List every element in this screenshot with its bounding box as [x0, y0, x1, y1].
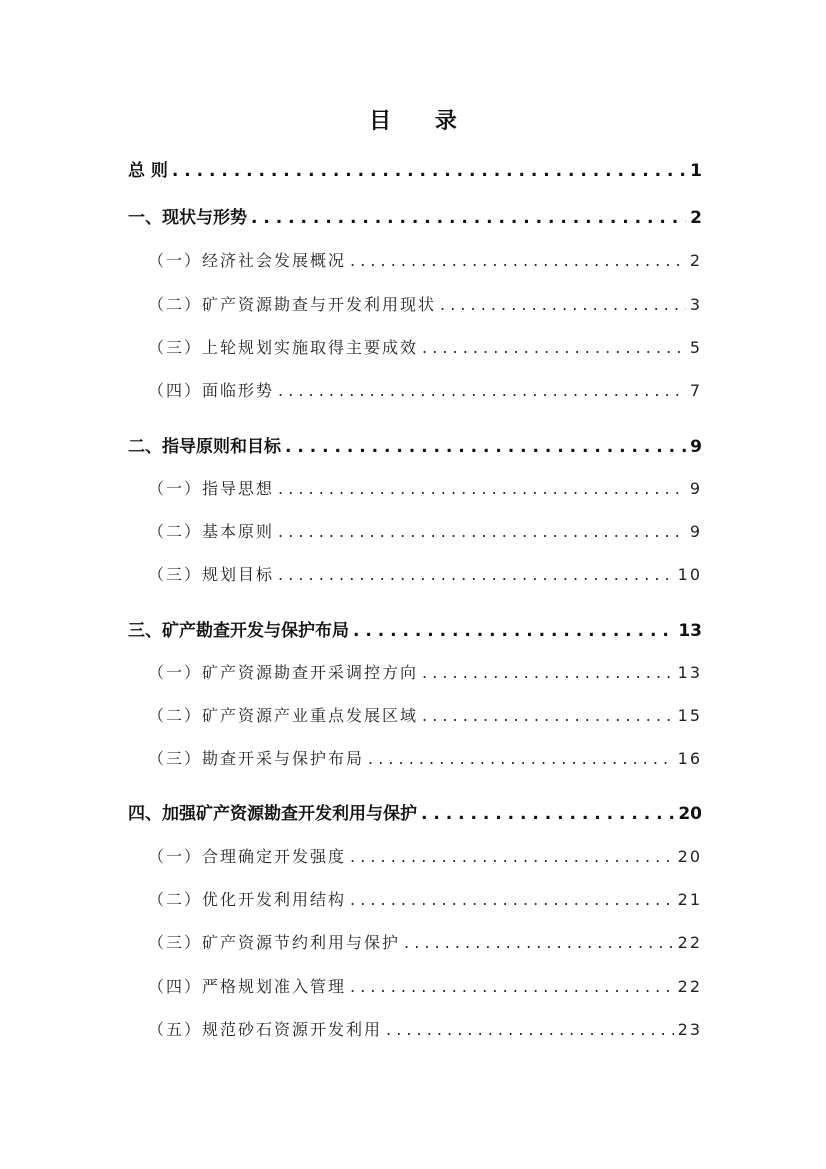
toc-leader-dots — [350, 251, 686, 270]
toc-leader-dots — [386, 1020, 674, 1039]
page-title: 目 录 — [369, 109, 475, 134]
toc-entry-page: 20 — [677, 847, 702, 866]
toc-entry-page: 13 — [677, 663, 702, 682]
toc-entry-label: （一）指导思想 — [148, 479, 275, 498]
toc-entry-page: 22 — [677, 977, 702, 996]
toc-entry-page: 16 — [677, 749, 702, 768]
toc-entry-page: 15 — [677, 706, 702, 725]
toc-leader-dots — [278, 381, 686, 400]
toc-entry[interactable] — [148, 1017, 702, 1040]
toc-leader-dots — [440, 295, 686, 314]
toc-entry[interactable] — [148, 930, 702, 953]
toc-leader-dots — [278, 522, 686, 541]
toc-entry-page: 9 — [689, 479, 702, 498]
toc-entry-page: 9 — [689, 522, 702, 541]
toc-entry[interactable] — [148, 703, 702, 726]
toc-entry-page: 9 — [690, 437, 702, 457]
toc-entry[interactable] — [148, 746, 702, 769]
toc-entry[interactable] — [128, 203, 702, 228]
toc-entry-label: （二）矿产资源产业重点发展区域 — [148, 706, 419, 725]
toc-entry-label: 一、现状与形势 — [128, 208, 247, 228]
toc-leader-dots — [251, 208, 686, 228]
toc-entry[interactable] — [148, 519, 702, 542]
toc-leader-dots — [278, 479, 686, 498]
toc-entry-label: （三）勘查开采与保护布局 — [148, 749, 365, 768]
toc-entry[interactable] — [128, 799, 702, 824]
toc-entry-label: （二）优化开发利用结构 — [148, 890, 347, 909]
toc-entry[interactable] — [128, 156, 702, 181]
toc-entry[interactable] — [128, 616, 702, 641]
toc-entry[interactable] — [148, 378, 702, 401]
toc-leader-dots — [368, 749, 674, 768]
toc-entry[interactable] — [148, 660, 702, 683]
toc-leader-dots — [172, 161, 686, 181]
toc-leader-dots — [422, 663, 674, 682]
toc-entry-label: 二、指导原则和目标 — [128, 437, 281, 457]
toc-entry-page: 2 — [690, 208, 702, 228]
toc-entry[interactable] — [148, 335, 702, 358]
toc-entry-label: （一）经济社会发展概况 — [148, 251, 347, 270]
toc-entry-page: 7 — [689, 381, 702, 400]
toc-leader-dots — [353, 621, 674, 641]
toc-entry-page: 21 — [677, 890, 702, 909]
toc-entry-label: 四、加强矿产资源勘查开发利用与保护 — [128, 804, 417, 824]
toc-entry-label: （二）矿产资源勘查与开发利用现状 — [148, 295, 437, 314]
toc-entry-page: 10 — [677, 565, 702, 584]
toc-entry[interactable] — [148, 887, 702, 910]
toc-entry-label: （三）上轮规划实施取得主要成效 — [148, 338, 419, 357]
toc-leader-dots — [350, 847, 674, 866]
toc-entry-page: 3 — [689, 295, 702, 314]
toc-entry[interactable] — [128, 432, 702, 457]
toc-leader-dots — [421, 804, 674, 824]
toc-entry-label: （四）严格规划准入管理 — [148, 977, 347, 996]
toc-entry-page: 20 — [678, 804, 702, 824]
toc-leader-dots — [422, 706, 674, 725]
toc-entry-page: 23 — [677, 1020, 702, 1039]
toc-entry-page: 22 — [677, 933, 702, 952]
toc-entry-page: 2 — [689, 251, 702, 270]
toc-entry[interactable] — [148, 844, 702, 867]
toc-entry[interactable] — [148, 476, 702, 499]
toc-leader-dots — [422, 338, 686, 357]
toc-entry-page: 5 — [689, 338, 702, 357]
toc-entry-label: 总 则 — [128, 161, 168, 181]
toc-entry-label: 三、矿产勘查开发与保护布局 — [128, 621, 349, 641]
toc-leader-dots — [350, 977, 674, 996]
toc-entry-label: （四）面临形势 — [148, 381, 275, 400]
toc-leader-dots — [350, 890, 674, 909]
toc-entry[interactable] — [148, 248, 702, 271]
toc-entry-label: （二）基本原则 — [148, 522, 275, 541]
toc-entry-page: 13 — [678, 621, 702, 641]
toc-entry-label: （五）规范砂石资源开发利用 — [148, 1020, 383, 1039]
toc-leader-dots — [285, 437, 686, 457]
toc-entry-label: （三）矿产资源节约利用与保护 — [148, 933, 401, 952]
toc-leader-dots — [404, 933, 674, 952]
toc-leader-dots — [278, 565, 674, 584]
toc-entry[interactable] — [148, 974, 702, 997]
toc-entry-label: （一）矿产资源勘查开采调控方向 — [148, 663, 419, 682]
toc-entry[interactable] — [148, 562, 702, 585]
toc-entry[interactable] — [148, 292, 702, 315]
toc-entry-page: 1 — [690, 161, 702, 181]
toc-entry-label: （一）合理确定开发强度 — [148, 847, 347, 866]
toc-entry-label: （三）规划目标 — [148, 565, 275, 584]
